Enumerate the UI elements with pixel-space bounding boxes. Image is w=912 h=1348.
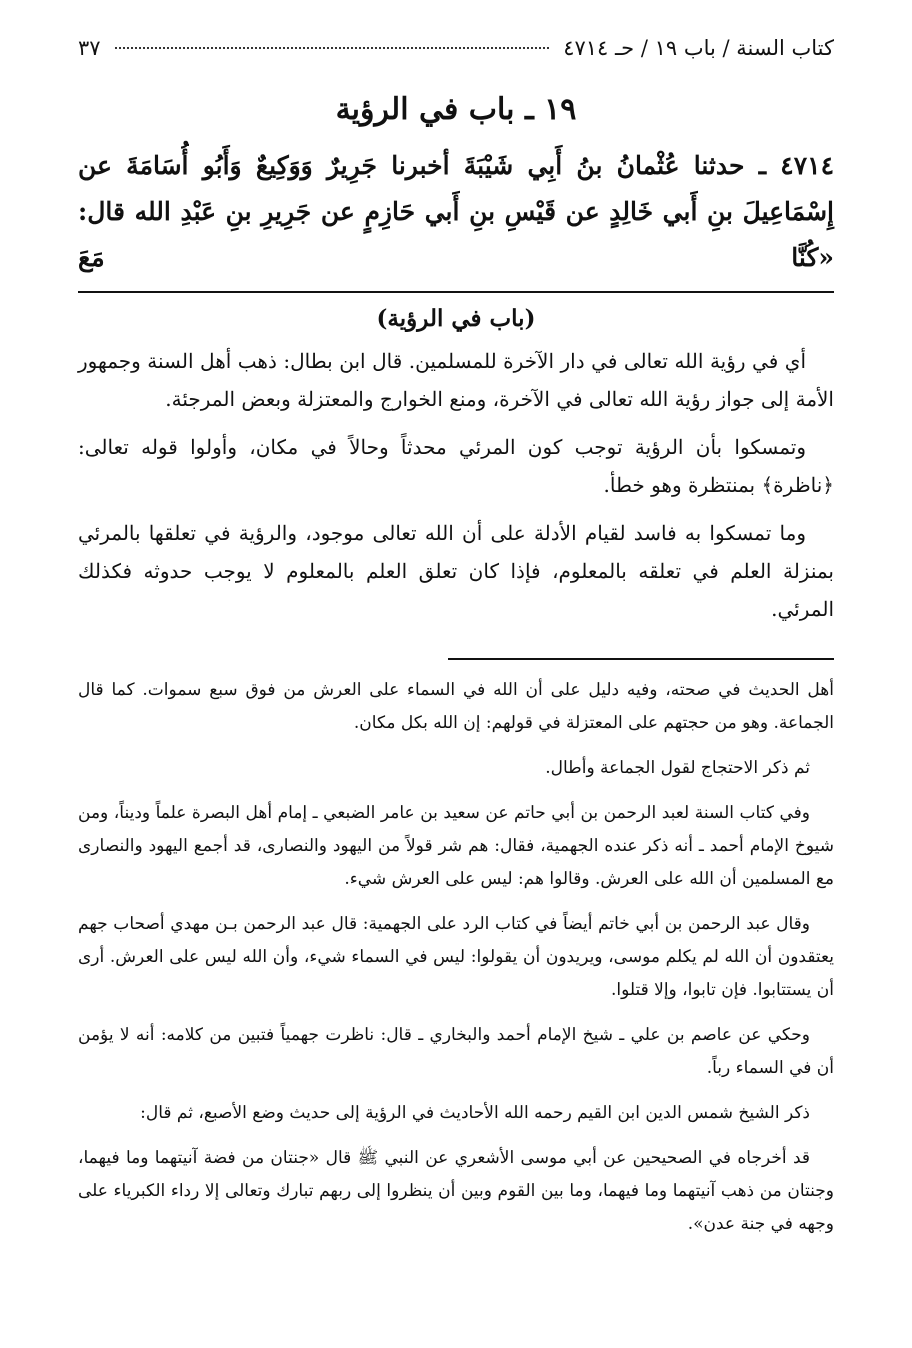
hadith-text: ٤٧١٤ ـ حدثنا عُثْمانُ بنُ أَبِي شَيْبَةَ أخبرنا جَرِيرٌ وَوَكِيعٌ وَأَبُو أُسَامَةَ عن إِسْمَاعِيلَ بنِ أَبي خَالِدٍ عن قَيْسِ بنِ أَبي حَازِمٍ عن جَرِيرِ بنِ عَبْدِ الله قال: «كُنَّا مَعَ xyxy=(78,151,834,272)
commentary-paragraph: وتمسكوا بأن الرؤية توجب كون المرئي محدثاً وحالاً في مكان، وأولوا قوله تعالى: ﴿ناظرة﴾ بمنتظرة وهو خطأ. xyxy=(78,435,834,497)
running-header xyxy=(78,36,834,80)
footnote-paragraph: وحكي عن عاصم بن علي ـ شيخ الإمام أحمد والبخاري ـ قال: ناظرت جهمياً فتبين من كلامه: أنه لا يؤمن أن في السماء رباً. xyxy=(78,1025,834,1078)
footnote-paragraph: ذكر الشيخ شمس الدين ابن القيم رحمه الله الأحاديث في الرؤية إلى حديث وضع الأصبع، ثم قال: xyxy=(140,1103,810,1123)
footnote-paragraph: قد أخرجاه في الصحيحين عن أبي موسى الأشعري عن النبي ﷺ قال «جنتان من فضة آنيتهما وما فيهما، وجنتان من ذهب آنيتهما وما فيهما، وما بين القوم وبين أن ينظروا إلى ربهم تبارك وتعالى إلا رداء الكبرياء على وجهه في جنة عدن». xyxy=(78,1148,834,1234)
page-number: ٣٧ xyxy=(78,36,101,60)
footnote-paragraph: وفي كتاب السنة لعبد الرحمن بن أبي حاتم عن سعيد بن عامر الضبعي ـ إمام أهل البصرة علماً وديناً، ومن شيوخ الإمام أحمد ـ أنه ذكر عنده الجهمية، فقال: هم شر قولاً من اليهود والنصارى، قد أجمع اليهود والنصارى مع المسلمين أن الله على العرش. وقالوا هم: ليس على العرش شيء. xyxy=(78,803,834,889)
header-dot-leader xyxy=(115,47,550,49)
section-divider xyxy=(78,291,834,293)
footnote-paragraph: ثم ذكر الاحتجاج لقول الجماعة وأطال. xyxy=(545,758,810,778)
footnote-divider xyxy=(448,658,834,660)
running-header-title: كتاب السنة / باب ١٩ / حـ ٤٧١٤ xyxy=(563,36,834,60)
commentary-paragraph: وما تمسكوا به فاسد لقيام الأدلة على أن الله تعالى موجود، والرؤية في تعلقها بالمرئي بمنزلة العلم في تعلقه بالمعلوم، فإذا كان تعلق العلم بالمعلوم لا يوجب حدوثه فكذلك المرئي. xyxy=(78,521,834,621)
commentary-paragraph: أي في رؤية الله تعالى في دار الآخرة للمسلمين. قال ابن بطال: ذهب أهل السنة وجمهور الأمة إلى جواز رؤية الله تعالى في الآخرة، ومنع الخوارج والمعتزلة وبعض المرجئة. xyxy=(78,349,834,411)
footnote-paragraph: أهل الحديث في صحته، وفيه دليل على أن الله في السماء على العرش من فوق سبع سموات. كما قال الجماعة. وهو من حجتهم على المعتزلة في قولهم: إن الله بكل مكان. xyxy=(78,680,834,733)
chapter-title: ١٩ ـ باب في الرؤية xyxy=(335,92,577,127)
footnote-paragraph: وقال عبد الرحمن بن أبي خاتم أيضاً في كتاب الرد على الجهمية: قال عبد الرحمن بـن مهدي أصحاب جهم يعتقدون أن الله لم يكلم موسى، ويريدون أن يقولوا: ليس في السماء شيء، وأن الله ليس على العرش. أرى أن يستتابوا. فإن تابوا، وإلا قتلوا. xyxy=(78,914,834,1000)
commentary-title: (باب في الرؤية) xyxy=(376,305,536,332)
book-page xyxy=(78,36,834,1348)
